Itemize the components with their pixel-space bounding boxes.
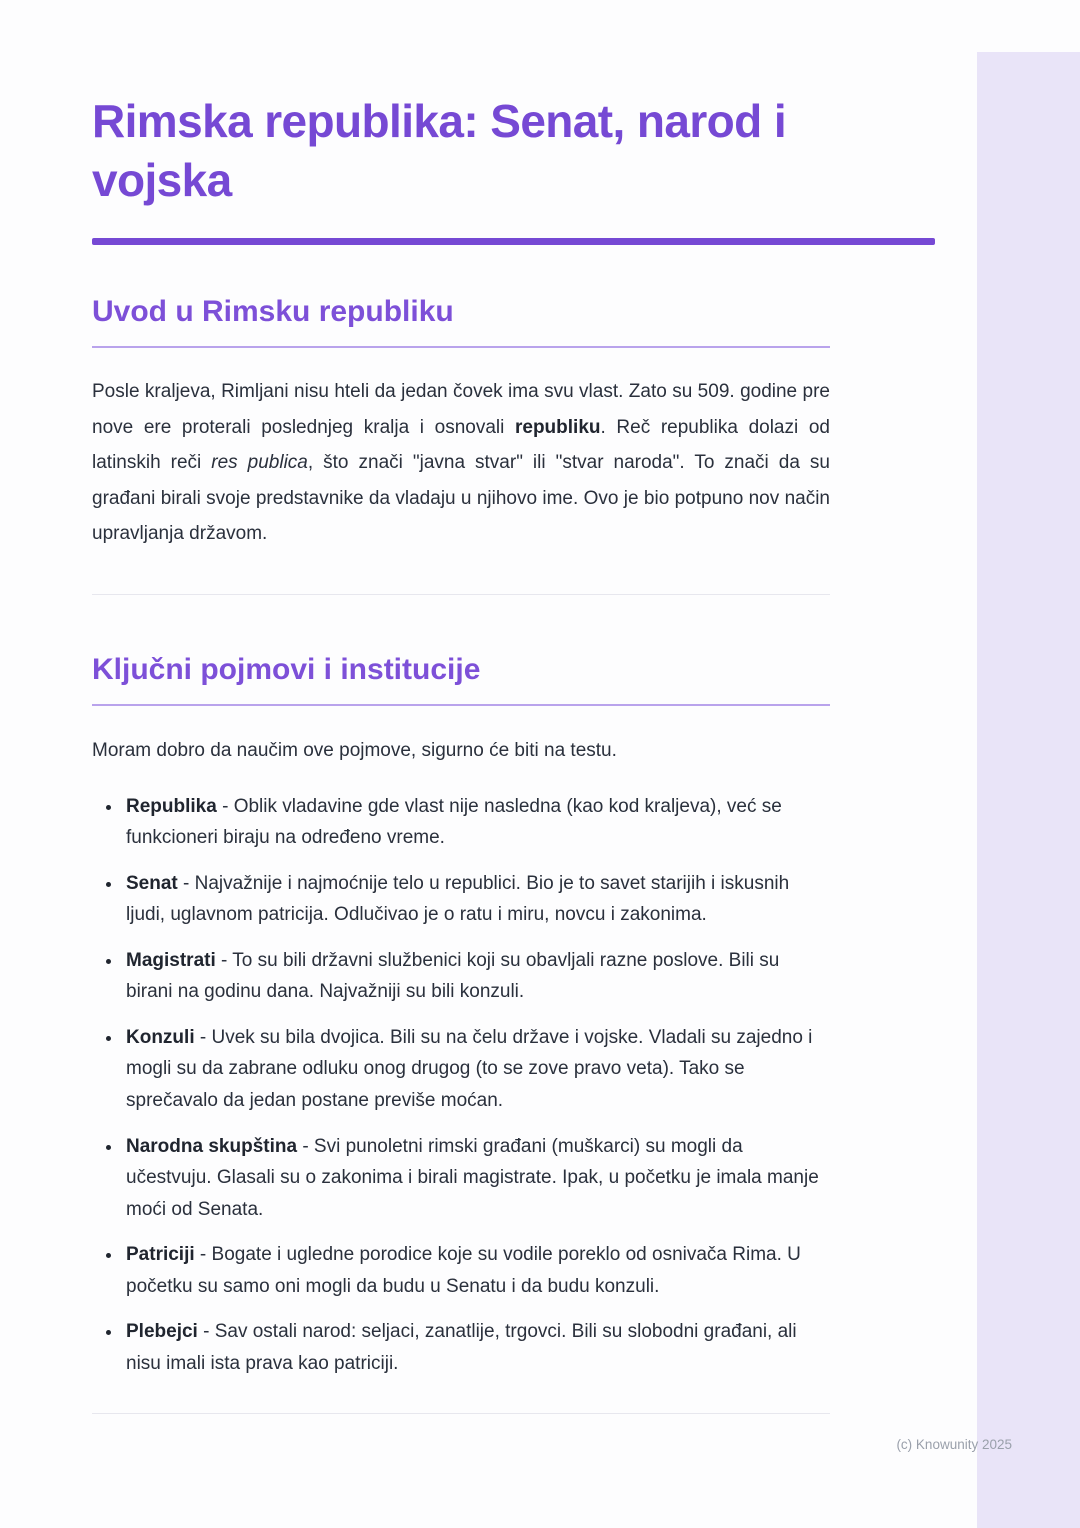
term-description: - Svi punoletni rimski građani (muškarci) su mogli da učestvuju. Glasali su o zakonima i birali magistrate. Ipak, u početku je imala manje moći od Senata. [126,1135,819,1220]
term-description: - Sav ostali narod: seljaci, zanatlije, trgovci. Bili su slobodni građani, ali nisu imali ista prava kao patriciji. [126,1321,797,1374]
term-list-item [122,791,830,854]
term-name: Senat [126,872,178,894]
term-list-item [122,1022,830,1117]
term-description: - Oblik vladavine gde vlast nije nasledna (kao kod kraljeva), već se funkcioneri biraju na određeno vreme. [126,795,782,849]
section-heading-uvod: Uvod u Rimsku republiku [92,293,830,349]
section-divider [92,594,830,595]
term-name: Republika [126,795,217,817]
term-description: - Najvažnije i najmoćnije telo u republici. Bio je to savet starijih i iskusnih ljudi, uglavnom patricija. Odlučivao je o ratu i miru, novcu i zakonima. [126,872,790,926]
paragraph-bold-term: republiku [514,416,601,438]
term-list-item [122,868,830,931]
term-list-item [122,1316,830,1379]
page-title: Rimska republika: Senat, narod i vojska [92,95,787,206]
bottom-divider [92,1413,830,1414]
paragraph-text-part: Posle kraljeva, Rimljani nisu hteli da jedan čovek ima svu vlast. Zato su 509. godine pre nove ere proterali poslednjeg kralja i osnovali [92,381,830,438]
term-name: Patriciji [126,1244,195,1266]
paragraph-latin-phrase: res publica [211,452,308,474]
term-description: - To su bili državni službenici koji su obavljali razne poslove. Bili su birani na godinu dana. Najvažniji su bili konzuli. [126,949,780,1003]
paragraph-text-part: , što znači "javna stvar" ili "stvar naroda". To znači da su građani birali svoje predstavnike da vladaju u njihovo ime. Ovo je bio potpuno nov način upravljanja državom. [92,452,830,545]
document-body [92,293,830,1414]
terms-list [92,791,830,1380]
term-name: Konzuli [126,1026,195,1048]
section-heading-pojmovi: Ključni pojmovi i institucije [92,651,830,707]
term-list-item [122,1131,830,1226]
term-description: - Bogate i ugledne porodice koje su vodile poreklo od osnivača Rima. U početku su samo oni mogli da budu u Senatu i da budu konzuli. [126,1244,801,1297]
term-name: Magistrati [126,949,216,971]
intro-paragraph [92,374,830,552]
watermark: (c) Knowunity 2025 [896,1437,1012,1452]
term-list-item [122,945,830,1008]
term-name: Plebejci [126,1321,198,1343]
paragraph-text-part: . Reč republika dolazi od latinskih reči [92,416,830,474]
term-description: - Uvek su bila dvojica. Bili su na čelu države i vojske. Vladali su zajedno i mogli su da zabrane odluku onog drugog (to se zove pravo veta). Tako se sprečavalo da jedan postane previše moćan. [126,1026,813,1111]
side-accent-strip [977,52,1080,1528]
term-name: Narodna skupština [126,1135,298,1157]
term-list-item [122,1239,830,1302]
title-rule-divider [92,238,935,245]
section-intro-note: Moram dobro da naučim ove pojmove, sigurno će biti na testu. [92,740,617,762]
document-page [92,92,935,1414]
